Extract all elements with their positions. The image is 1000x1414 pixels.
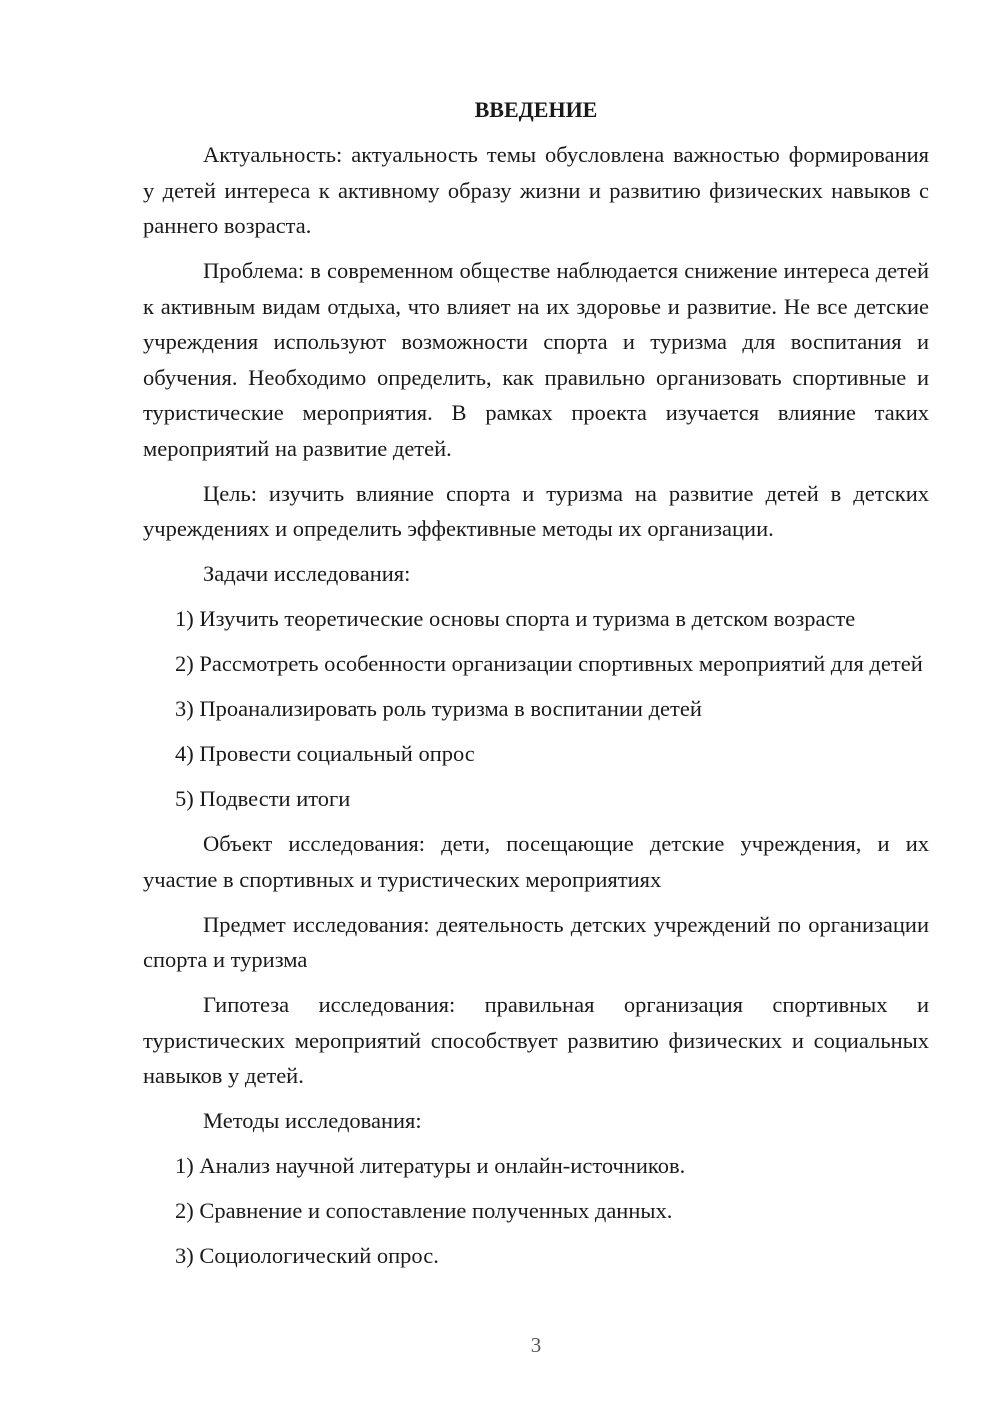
- methods-heading: Методы исследования:: [203, 1108, 422, 1133]
- object-paragraph: Объект исследования: дети, посещающие детские учреждения, и их участие в спортивных и туристических мероприятиях: [143, 831, 929, 892]
- hypothesis-paragraph: Гипотеза исследования: правильная организация спортивных и туристических мероприятий способствует развитию физических и социальных навыков у детей.: [143, 992, 929, 1088]
- goal-paragraph: Цель: изучить влияние спорта и туризма на развитие детей в детских учреждениях и определить эффективные методы их организации.: [143, 480, 929, 541]
- method-item-2: 2) Сравнение и сопоставление полученных данных.: [175, 1198, 673, 1223]
- relevance-paragraph: Актуальность: актуальность темы обусловлена важностью формирования у детей интереса к активному образу жизни и развитию физических навыков с раннего возраста.: [143, 142, 929, 238]
- subject-paragraph: Предмет исследования: деятельность детских учреждений по организации спорта и туризма: [143, 911, 929, 972]
- task-item-1: 1) Изучить теоретические основы спорта и туризма в детском возрасте: [175, 606, 856, 631]
- task-item-2: 2) Рассмотреть особенности организации спортивных мероприятий для детей: [175, 651, 923, 676]
- problem-paragraph: Проблема: в современном обществе наблюдается снижение интереса детей к активным видам отдыха, что влияет на их здоровье и развитие. Не все детские учреждения используют возможности спорта и туризма для воспитания и обучения. Необходимо определить, как правильно организовать спортивные и туристические мероприятия. В рамках проекта изучается влияние таких мероприятий на развитие детей.: [143, 258, 929, 461]
- method-item-1: 1) Анализ научной литературы и онлайн-источников.: [175, 1153, 686, 1178]
- task-item-4: 4) Провести социальный опрос: [175, 741, 475, 766]
- task-item-5: 5) Подвести итоги: [175, 786, 351, 811]
- tasks-heading: Задачи исследования:: [203, 561, 411, 586]
- page-title: ВВЕДЕНИЕ: [474, 97, 598, 122]
- method-item-3: 3) Социологический опрос.: [175, 1243, 439, 1268]
- document-page: [143, 92, 929, 1283]
- task-item-3: 3) Проанализировать роль туризма в воспитании детей: [175, 696, 702, 721]
- page-number: 3: [530, 1333, 542, 1357]
